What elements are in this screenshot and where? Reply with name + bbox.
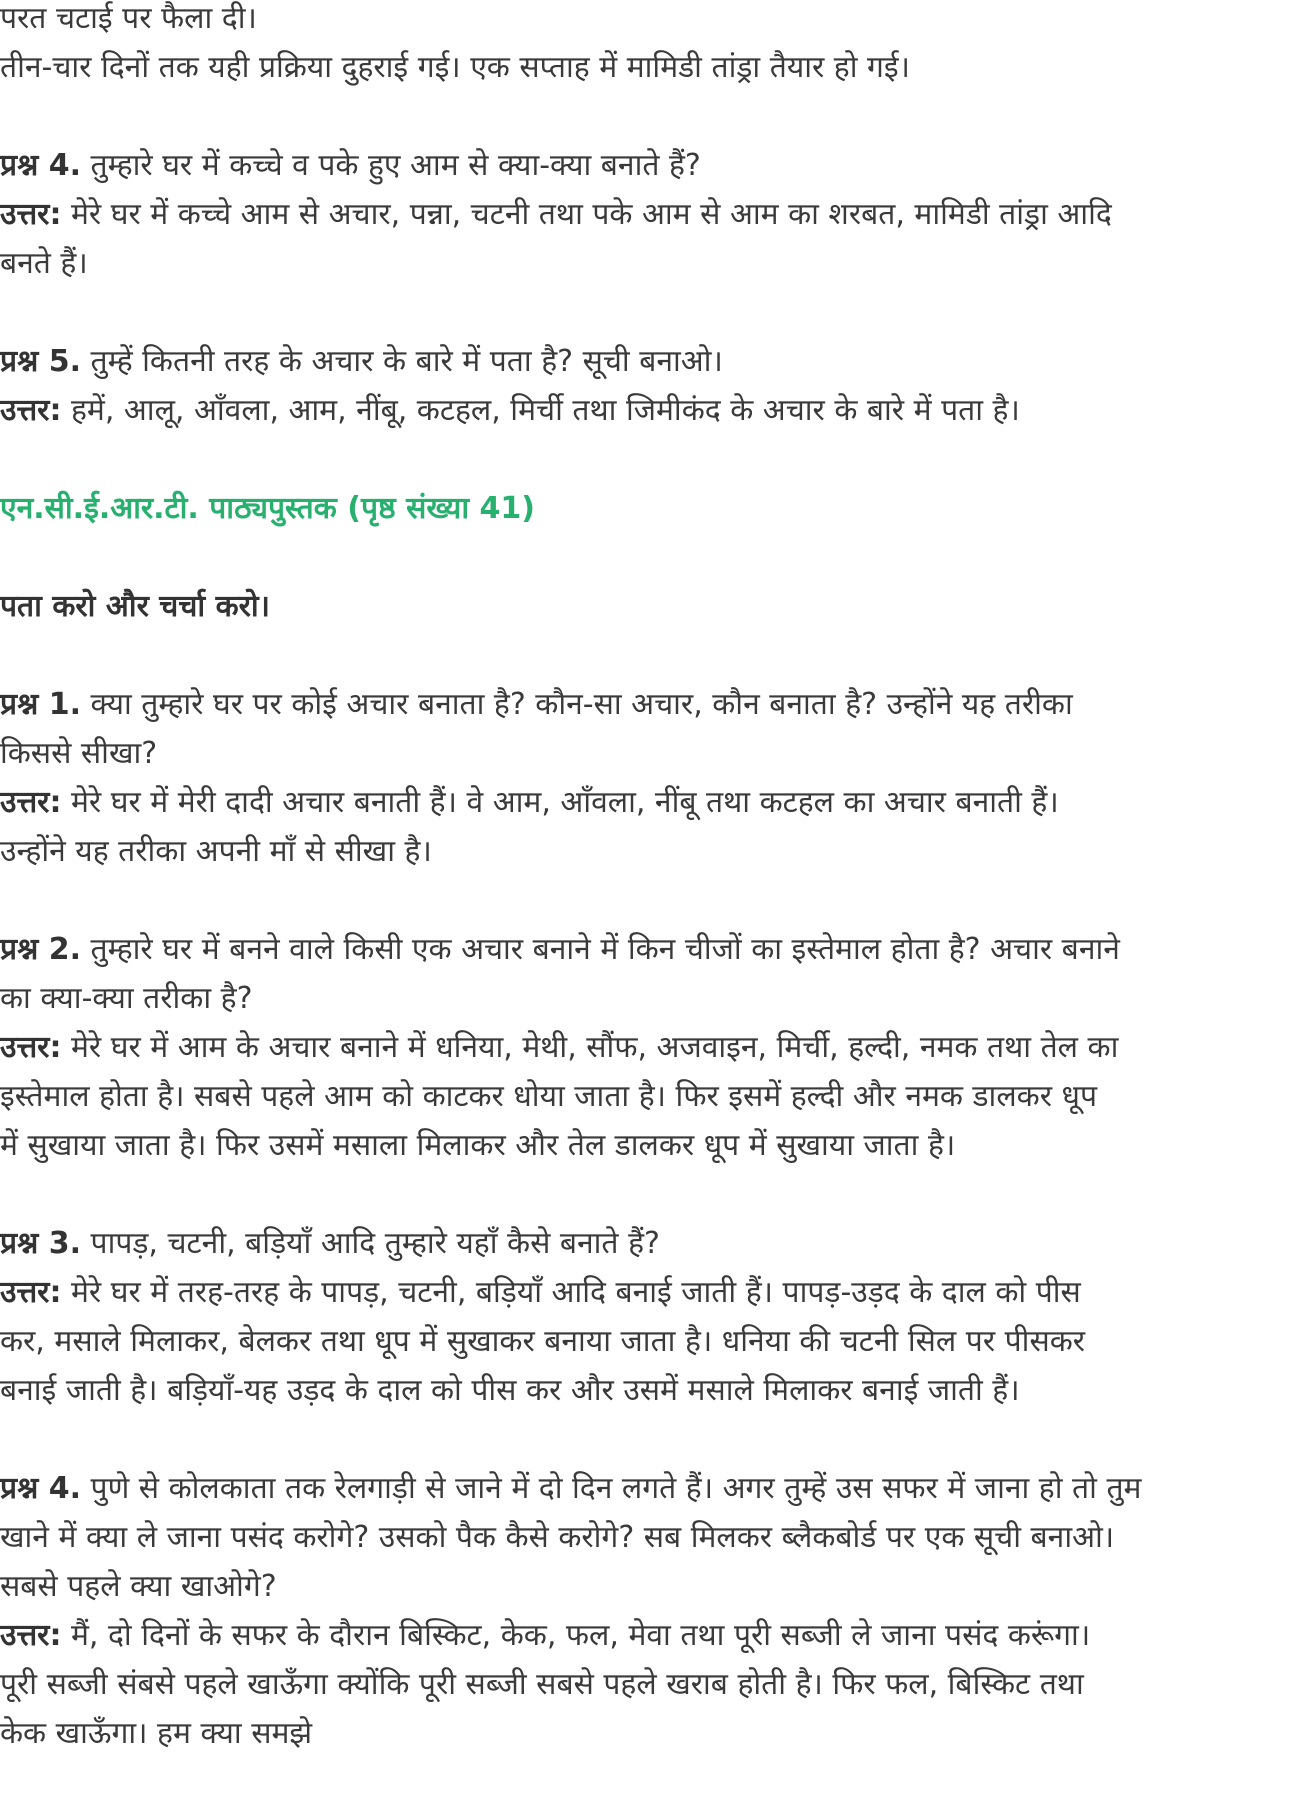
answer-text: हमें, आलू, आँवला, आम, नींबू, कटहल, मिर्ची तथा जिमीकंद के अचार के बारे में पता है। xyxy=(61,393,1020,428)
text-line: तीन-चार दिनों तक यही प्रक्रिया दुहराई गई। एक सप्ताह में मामिडी तांड्रा तैयार हो गई। xyxy=(0,50,911,85)
question-answer-block xyxy=(0,680,1299,876)
question-text: तुम्हें कितनी तरह के अचार के बारे में पता है? सूची बनाओ। xyxy=(81,344,723,379)
answer-text: मेरे घर में तरह-तरह के पापड़, चटनी, बड़ियाँ आदि बनाई जाती हैं। पापड़-उड़द के दाल को पीस xyxy=(61,1275,1081,1310)
question-line xyxy=(0,680,1299,729)
answer-line xyxy=(0,1023,1299,1072)
answer-label: उत्तर: xyxy=(0,785,62,820)
answer-line xyxy=(0,1709,1299,1758)
question-answer-block xyxy=(0,1219,1299,1415)
question-text: तुम्हारे घर में कच्चे व पके हुए आम से क्या-क्या बनाते हैं? xyxy=(81,148,701,183)
answer-line xyxy=(0,1660,1299,1709)
answer-line xyxy=(0,778,1299,827)
question-line xyxy=(0,1464,1299,1513)
answer-text: कर, मसाले मिलाकर, बेलकर तथा धूप में सुखाकर बनाया जाता है। धनिया की चटनी सिल पर पीसकर xyxy=(0,1324,1086,1359)
answer-line xyxy=(0,386,1299,435)
answer-text: मेरे घर में आम के अचार बनाने में धनिया, मेथी, सौंफ, अजवाइन, मिर्ची, हल्दी, नमक तथा तेल का xyxy=(61,1030,1119,1065)
question-line xyxy=(0,974,1299,1023)
question-text: किससे सीखा? xyxy=(0,736,158,771)
answer-line xyxy=(0,1268,1299,1317)
answer-line xyxy=(0,190,1299,239)
question-text: खाने में क्या ले जाना पसंद करोगे? उसको पैक कैसे करोगे? सब मिलकर ब्लैकबोर्ड पर एक सूची बनाओ। xyxy=(0,1520,1115,1555)
answer-text: बनाई जाती है। बड़ियाँ-यह उड़द के दाल को पीस कर और उसमें मसाले मिलाकर बनाई जाती हैं। xyxy=(0,1373,1020,1408)
question-line xyxy=(0,141,1299,190)
question-text: क्या तुम्हारे घर पर कोई अचार बनाता है? कौन-सा अचार, कौन बनाता है? उन्होंने यह तरीका xyxy=(81,687,1073,722)
question-label: प्रश्न 1. xyxy=(0,687,81,722)
question-label: प्रश्न 5. xyxy=(0,344,81,379)
answer-line xyxy=(0,1317,1299,1366)
question-label: प्रश्न 2. xyxy=(0,932,81,967)
answer-label: उत्तर: xyxy=(0,197,62,232)
intro-paragraph xyxy=(0,0,1299,92)
answer-line xyxy=(0,239,1299,288)
question-label: प्रश्न 4. xyxy=(0,1471,81,1506)
section-heading xyxy=(0,484,1299,533)
sub-heading xyxy=(0,582,1299,631)
answer-text: पूरी सब्जी संबसे पहले खाऊँगा क्योंकि पूरी सब्जी सबसे पहले खराब होती है। फिर फल, बिस्किट तथा xyxy=(0,1667,1084,1702)
question-answer-block xyxy=(0,1464,1299,1758)
answer-text: मेरे घर में मेरी दादी अचार बनाती हैं। वे आम, आँवला, नींबू तथा कटहल का अचार बनाती हैं। xyxy=(61,785,1059,820)
answer-text: में सुखाया जाता है। फिर उसमें मसाला मिलाकर और तेल डालकर धूप में सुखाया जाता है। xyxy=(0,1128,956,1163)
question-answer-block xyxy=(0,925,1299,1170)
question-text: सबसे पहले क्या खाओगे? xyxy=(0,1569,277,1604)
answer-text: मैं, दो दिनों के सफर के दौरान बिस्किट, केक, फल, मेवा तथा पूरी सब्जी ले जाना पसंद करूंगा। xyxy=(61,1618,1091,1653)
answer-text: उन्होंने यह तरीका अपनी माँ से सीखा है। xyxy=(0,834,432,869)
question-text: तुम्हारे घर में बनने वाले किसी एक अचार बनाने में किन चीजों का इस्तेमाल होता है? अचार बनाने xyxy=(81,932,1120,967)
answer-label: उत्तर: xyxy=(0,1275,62,1310)
question-label: प्रश्न 4. xyxy=(0,148,81,183)
question-answer-block xyxy=(0,141,1299,288)
question-line xyxy=(0,1513,1299,1562)
question-line xyxy=(0,925,1299,974)
answer-text: केक खाऊँगा। हम क्या समझे xyxy=(0,1716,313,1751)
question-text: पुणे से कोलकाता तक रेलगाड़ी से जाने में दो दिन लगते हैं। अगर तुम्हें उस सफर में जाना हो तो तुम xyxy=(81,1471,1142,1506)
answer-text: इस्तेमाल होता है। सबसे पहले आम को काटकर धोया जाता है। फिर इसमें हल्दी और नमक डालकर धूप xyxy=(0,1079,1098,1114)
answer-line xyxy=(0,1121,1299,1170)
question-line xyxy=(0,337,1299,386)
answer-label: उत्तर: xyxy=(0,1618,62,1653)
answer-text: मेरे घर में कच्चे आम से अचार, पन्ना, चटनी तथा पके आम से आम का शरबत, मामिडी तांड्रा आदि xyxy=(61,197,1112,232)
answer-text: बनते हैं। xyxy=(0,246,88,281)
question-line xyxy=(0,729,1299,778)
section-heading-text: एन.सी.ई.आर.टी. पाठ्यपुस्तक (पृष्ठ संख्या 41) xyxy=(0,491,536,526)
answer-line xyxy=(0,1366,1299,1415)
question-text: पापड़, चटनी, बड़ियाँ आदि तुम्हारे यहाँ कैसे बनाते हैं? xyxy=(81,1226,660,1261)
answer-label: उत्तर: xyxy=(0,1030,62,1065)
sub-heading-text: पता करो और चर्चा करो। xyxy=(0,589,271,624)
question-text: का क्या-क्या तरीका है? xyxy=(0,981,253,1016)
question-line xyxy=(0,1219,1299,1268)
answer-line xyxy=(0,1072,1299,1121)
question-answer-block xyxy=(0,337,1299,435)
question-line xyxy=(0,1562,1299,1611)
text-line: परत चटाई पर फैला दी। xyxy=(0,1,257,36)
answer-line xyxy=(0,827,1299,876)
question-label: प्रश्न 3. xyxy=(0,1226,81,1261)
answer-line xyxy=(0,1611,1299,1660)
answer-label: उत्तर: xyxy=(0,393,62,428)
